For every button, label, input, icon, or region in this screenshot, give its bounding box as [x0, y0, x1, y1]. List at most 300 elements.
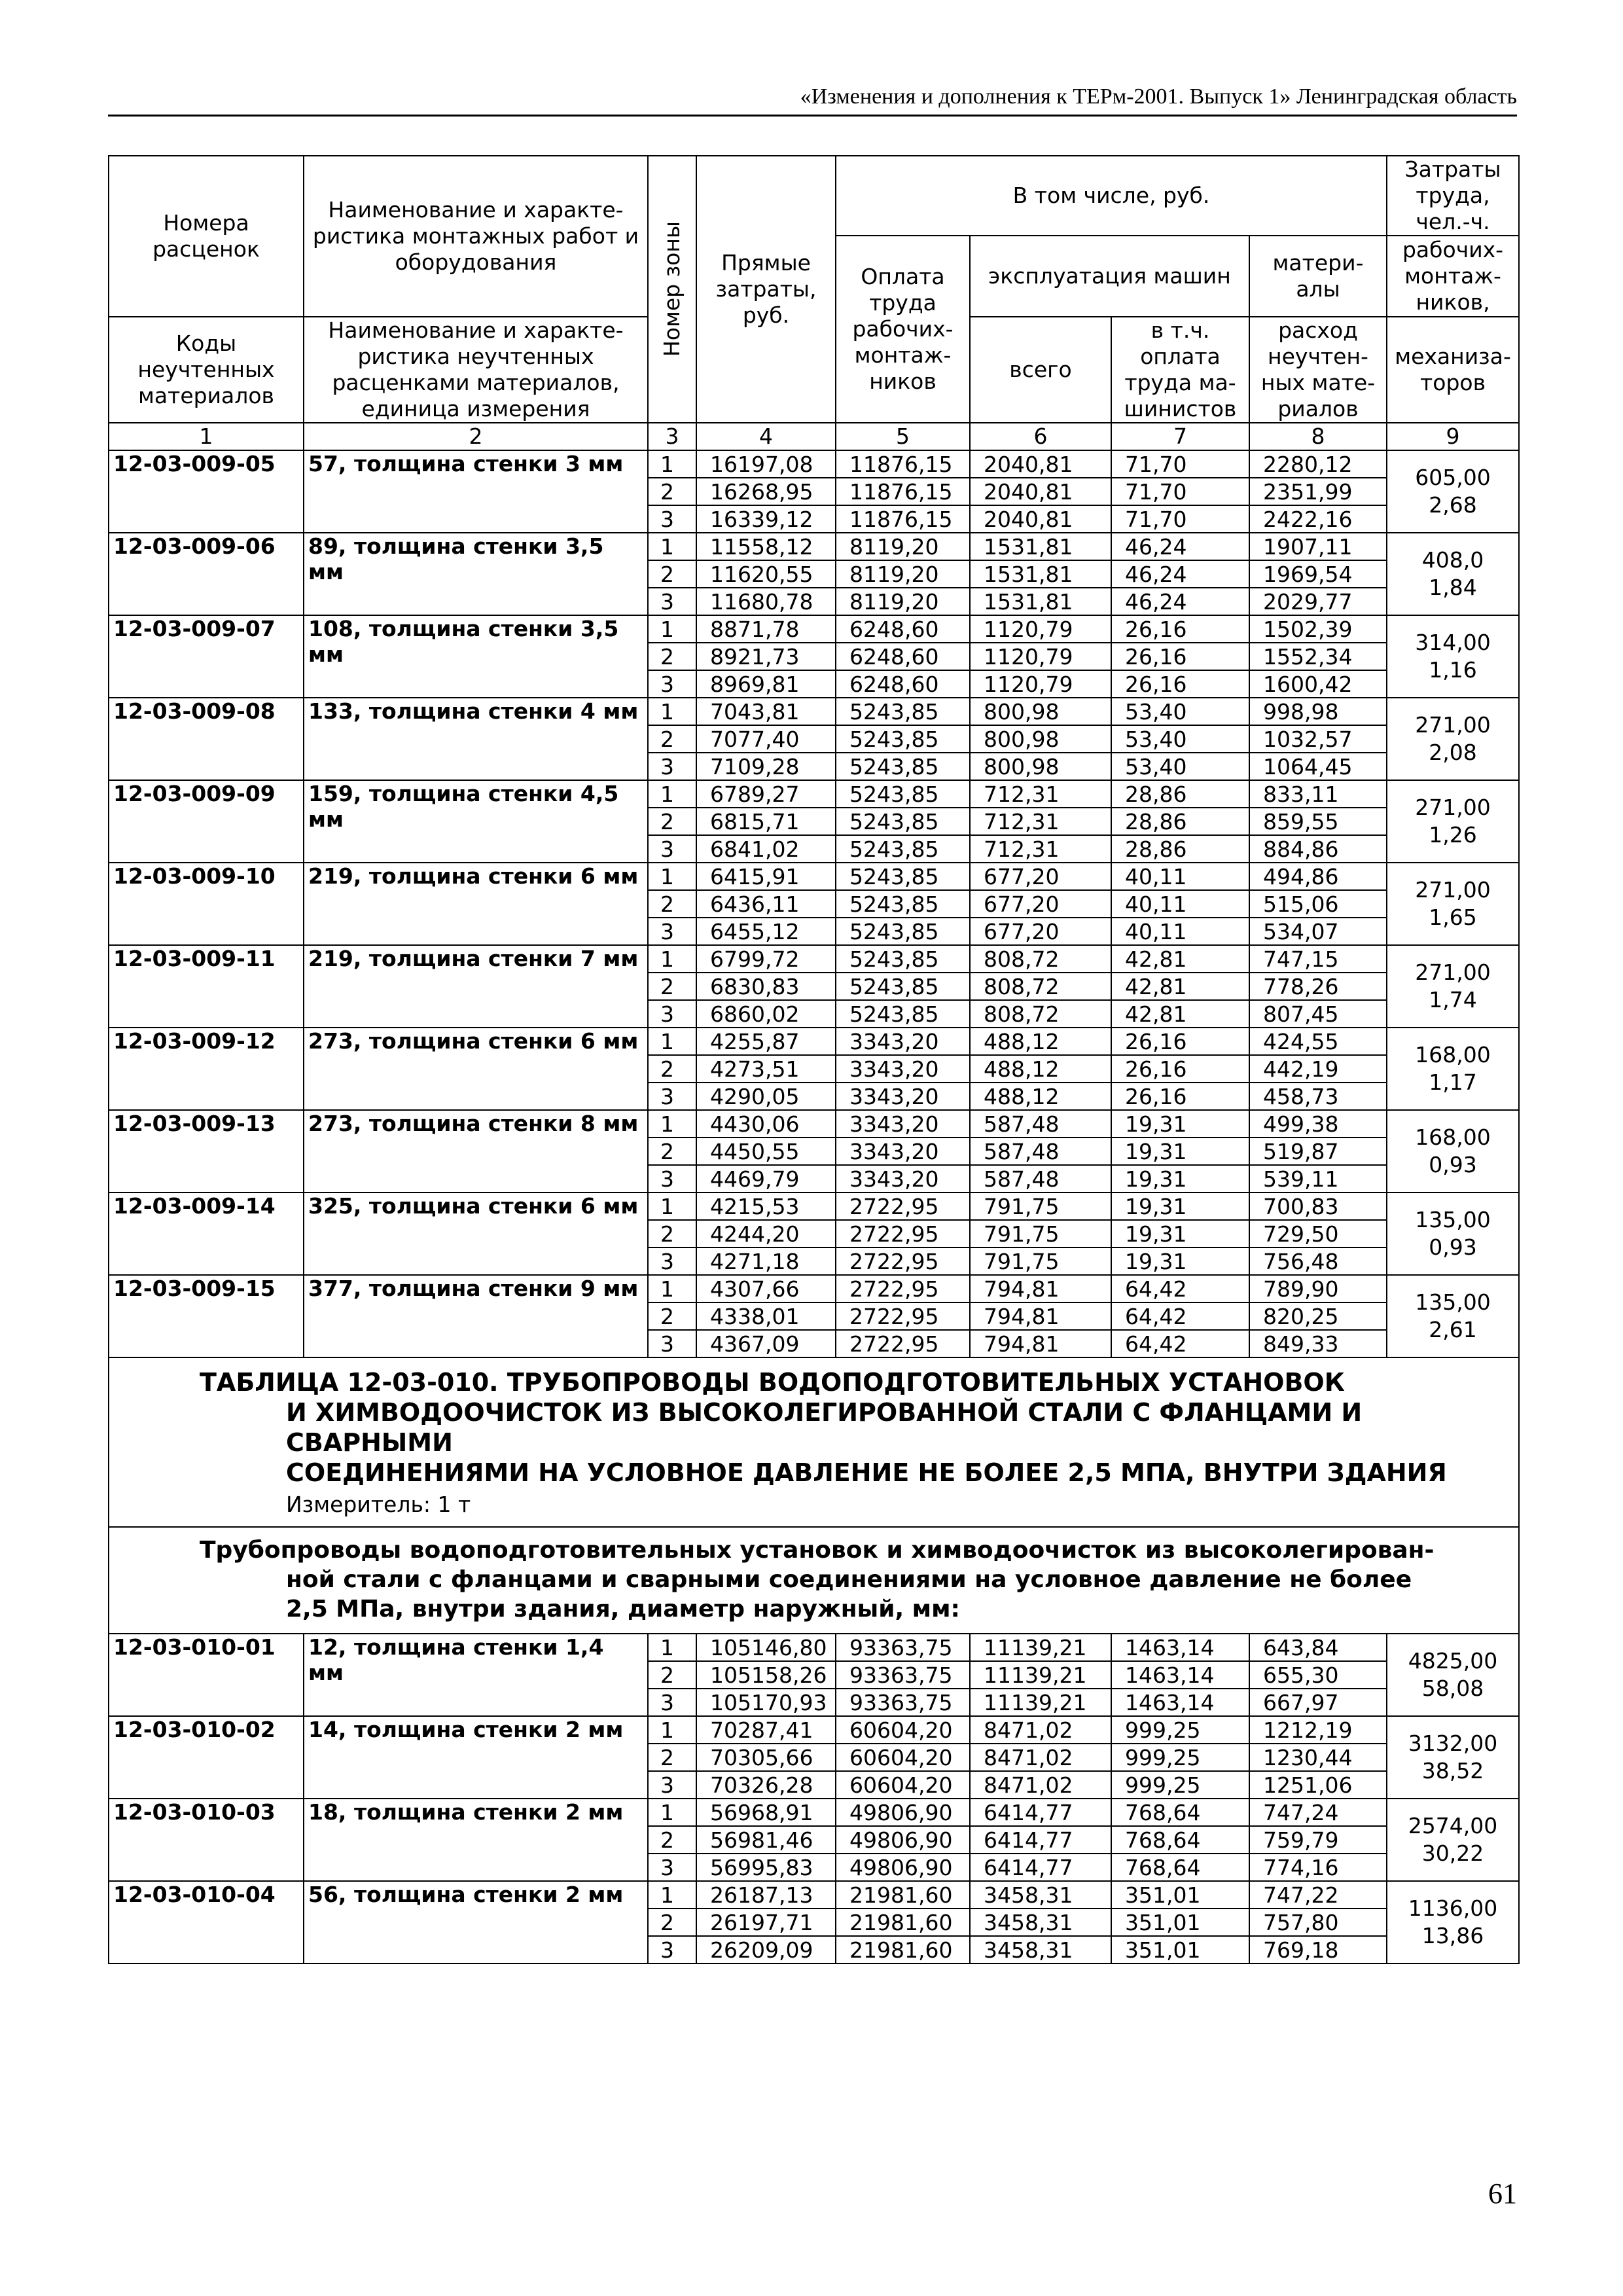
- materials-cost: 499,38: [1249, 1110, 1387, 1138]
- machinists-pay: 64,42: [1111, 1302, 1249, 1330]
- rate-code: 12-03-010-01: [109, 1634, 304, 1716]
- materials-cost: 494,86: [1249, 863, 1387, 890]
- materials-cost: 667,97: [1249, 1689, 1387, 1716]
- labor-mechanics: 1,17: [1429, 1069, 1477, 1095]
- direct-cost: 105146,80: [696, 1634, 836, 1661]
- labor-mechanics: 30,22: [1421, 1840, 1484, 1866]
- labor-pay: 3343,20: [836, 1083, 970, 1110]
- materials-cost: 1032,57: [1249, 725, 1387, 753]
- labor-cost: [1387, 1275, 1519, 1357]
- materials-cost: 1907,11: [1249, 533, 1387, 560]
- materials-cost: 515,06: [1249, 890, 1387, 918]
- rate-description: 325, толщина стенки 6 мм: [304, 1193, 648, 1275]
- machines-cost: 808,72: [970, 945, 1111, 973]
- machinists-pay: 999,25: [1111, 1716, 1249, 1744]
- materials-cost: 2422,16: [1249, 505, 1387, 533]
- zone-cell: 2: [648, 973, 696, 1000]
- direct-cost: 11620,55: [696, 560, 836, 588]
- direct-cost: 6455,12: [696, 918, 836, 945]
- labor-cost: [1387, 780, 1519, 863]
- machinists-pay: 46,24: [1111, 588, 1249, 615]
- machinists-pay: 19,31: [1111, 1193, 1249, 1220]
- machinists-pay: 71,70: [1111, 478, 1249, 505]
- labor-cost: [1387, 1881, 1519, 1964]
- rate-description: 133, толщина стенки 4 мм: [304, 698, 648, 780]
- zone-cell: 1: [648, 1110, 696, 1138]
- direct-cost: 70305,66: [696, 1744, 836, 1771]
- table-row: [109, 698, 1519, 725]
- materials-cost: 534,07: [1249, 918, 1387, 945]
- col-number: 9: [1387, 423, 1519, 450]
- machines-cost: 1531,81: [970, 588, 1111, 615]
- machinists-pay: 351,01: [1111, 1881, 1249, 1909]
- labor-cost: [1387, 1028, 1519, 1110]
- zone-cell: 3: [648, 1165, 696, 1193]
- materials-cost: 1064,45: [1249, 753, 1387, 780]
- zone-cell: 2: [648, 1302, 696, 1330]
- machines-cost: 800,98: [970, 725, 1111, 753]
- labor-pay: 3343,20: [836, 1165, 970, 1193]
- direct-cost: 4273,51: [696, 1055, 836, 1083]
- materials-cost: 747,22: [1249, 1881, 1387, 1909]
- zone-cell: 2: [648, 560, 696, 588]
- zone-cell: 3: [648, 1936, 696, 1964]
- table-row: [109, 1110, 1519, 1138]
- direct-cost: 11680,78: [696, 588, 836, 615]
- machinists-pay: 28,86: [1111, 835, 1249, 863]
- machinists-pay: 42,81: [1111, 945, 1249, 973]
- table-row: [109, 533, 1519, 560]
- labor-pay: 21981,60: [836, 1936, 970, 1964]
- materials-cost: 1251,06: [1249, 1771, 1387, 1799]
- col-number: 6: [970, 423, 1111, 450]
- col-number: 5: [836, 423, 970, 450]
- table-row: [109, 1881, 1519, 1909]
- labor-workers: 408,0: [1421, 547, 1484, 573]
- table-row: [109, 780, 1519, 808]
- zone-cell: 3: [648, 1247, 696, 1275]
- subsection-line: 2,5 МПа, внутри здания, диаметр наружный, мм:: [286, 1596, 960, 1623]
- labor-cost: [1387, 1799, 1519, 1881]
- machines-cost: 587,48: [970, 1110, 1111, 1138]
- materials-cost: 1552,34: [1249, 643, 1387, 670]
- direct-cost: 70326,28: [696, 1771, 836, 1799]
- table-row: [109, 945, 1519, 973]
- machines-cost: 488,12: [970, 1028, 1111, 1055]
- zone-cell: 2: [648, 1220, 696, 1247]
- zone-cell: 3: [648, 835, 696, 863]
- materials-cost: 759,79: [1249, 1826, 1387, 1854]
- labor-workers: 271,00: [1415, 877, 1491, 903]
- materials-cost: 774,16: [1249, 1854, 1387, 1881]
- labor-mechanics: 1,16: [1429, 657, 1477, 683]
- machinists-pay: 71,70: [1111, 450, 1249, 478]
- materials-cost: 820,25: [1249, 1302, 1387, 1330]
- zone-cell: 2: [648, 1909, 696, 1936]
- labor-cost: [1387, 533, 1519, 615]
- direct-cost: 7077,40: [696, 725, 836, 753]
- machines-cost: 8471,02: [970, 1771, 1111, 1799]
- materials-cost: 747,24: [1249, 1799, 1387, 1826]
- machinists-pay: 28,86: [1111, 808, 1249, 835]
- labor-mechanics: 1,74: [1429, 987, 1477, 1013]
- labor-pay: 6248,60: [836, 643, 970, 670]
- machinists-pay: 46,24: [1111, 560, 1249, 588]
- rate-code: 12-03-009-11: [109, 945, 304, 1028]
- labor-cost: [1387, 863, 1519, 945]
- machines-cost: 11139,21: [970, 1661, 1111, 1689]
- table-row: [109, 1193, 1519, 1220]
- labor-pay: 93363,75: [836, 1689, 970, 1716]
- labor-pay: 6248,60: [836, 670, 970, 698]
- rate-description: 57, толщина стенки 3 мм: [304, 450, 648, 533]
- labor-cost: [1387, 1634, 1519, 1716]
- machines-cost: 11139,21: [970, 1689, 1111, 1716]
- rate-description: 273, толщина стенки 8 мм: [304, 1110, 648, 1193]
- labor-mechanics: 2,68: [1429, 492, 1477, 518]
- machinists-pay: 53,40: [1111, 698, 1249, 725]
- direct-cost: 26197,71: [696, 1909, 836, 1936]
- th-mechanics: механиза-торов: [1387, 317, 1519, 423]
- labor-pay: 2722,95: [836, 1275, 970, 1302]
- labor-pay: 60604,20: [836, 1771, 970, 1799]
- direct-cost: 6841,02: [696, 835, 836, 863]
- materials-cost: 859,55: [1249, 808, 1387, 835]
- labor-pay: 2722,95: [836, 1220, 970, 1247]
- rate-description: 159, толщина стенки 4,5 мм: [304, 780, 648, 863]
- machinists-pay: 26,16: [1111, 1028, 1249, 1055]
- labor-pay: 5243,85: [836, 808, 970, 835]
- machinists-pay: 64,42: [1111, 1275, 1249, 1302]
- zone-cell: 3: [648, 1000, 696, 1028]
- materials-cost: 756,48: [1249, 1247, 1387, 1275]
- materials-cost: 1600,42: [1249, 670, 1387, 698]
- materials-cost: 884,86: [1249, 835, 1387, 863]
- machinists-pay: 26,16: [1111, 643, 1249, 670]
- table-body-010: [109, 1634, 1519, 1964]
- machinists-pay: 768,64: [1111, 1826, 1249, 1854]
- zone-cell: 1: [648, 615, 696, 643]
- labor-pay: 3343,20: [836, 1138, 970, 1165]
- zone-cell: 1: [648, 863, 696, 890]
- labor-pay: 2722,95: [836, 1247, 970, 1275]
- direct-cost: 7043,81: [696, 698, 836, 725]
- machines-cost: 8471,02: [970, 1716, 1111, 1744]
- subsection-title: [109, 1527, 1519, 1634]
- zone-cell: 2: [648, 890, 696, 918]
- machines-cost: 2040,81: [970, 478, 1111, 505]
- direct-cost: 6436,11: [696, 890, 836, 918]
- machines-cost: 587,48: [970, 1165, 1111, 1193]
- machines-cost: 794,81: [970, 1302, 1111, 1330]
- labor-pay: 5243,85: [836, 890, 970, 918]
- rate-description: 89, толщина стенки 3,5 мм: [304, 533, 648, 615]
- th-name: Наименование и характе-ристика монтажных работ и оборудования: [304, 156, 648, 317]
- materials-cost: 769,18: [1249, 1936, 1387, 1964]
- zone-cell: 1: [648, 533, 696, 560]
- rate-description: 377, толщина стенки 9 мм: [304, 1275, 648, 1357]
- machines-cost: 794,81: [970, 1330, 1111, 1357]
- materials-cost: 442,19: [1249, 1055, 1387, 1083]
- materials-cost: 458,73: [1249, 1083, 1387, 1110]
- direct-cost: 105158,26: [696, 1661, 836, 1689]
- th-workers: рабочих-монтаж-ников,: [1387, 236, 1519, 317]
- th-name2: Наименование и характе-ристика неучтенных расценками материалов, единица измерения: [304, 317, 648, 423]
- col-number: 7: [1111, 423, 1249, 450]
- labor-mechanics: 58,08: [1421, 1676, 1484, 1701]
- rate-code: 12-03-009-08: [109, 698, 304, 780]
- direct-cost: 16268,95: [696, 478, 836, 505]
- materials-cost: 424,55: [1249, 1028, 1387, 1055]
- zone-cell: 1: [648, 1193, 696, 1220]
- table-row: [109, 1275, 1519, 1302]
- materials-cost: 1230,44: [1249, 1744, 1387, 1771]
- materials-cost: 729,50: [1249, 1220, 1387, 1247]
- direct-cost: 4430,06: [696, 1110, 836, 1138]
- table-row: [109, 615, 1519, 643]
- zone-cell: 1: [648, 1799, 696, 1826]
- machinists-pay: 53,40: [1111, 725, 1249, 753]
- machinists-pay: 28,86: [1111, 780, 1249, 808]
- section-title-line: СОЕДИНЕНИЯМИ НА УСЛОВНОЕ ДАВЛЕНИЕ НЕ БОЛЕЕ 2,5 МПА, ВНУТРИ ЗДАНИЯ: [286, 1458, 1447, 1487]
- labor-workers: 605,00: [1415, 465, 1491, 490]
- machinists-pay: 42,81: [1111, 973, 1249, 1000]
- labor-mechanics: 1,84: [1429, 575, 1477, 600]
- labor-pay: 5243,85: [836, 918, 970, 945]
- col-number: 8: [1249, 423, 1387, 450]
- table-row: [109, 1799, 1519, 1826]
- th-materials: матери-алы: [1249, 236, 1387, 317]
- rate-description: 219, толщина стенки 6 мм: [304, 863, 648, 945]
- zone-cell: 1: [648, 1634, 696, 1661]
- price-table: [108, 155, 1520, 1964]
- materials-cost: 833,11: [1249, 780, 1387, 808]
- labor-pay: 2722,95: [836, 1302, 970, 1330]
- th-consumption: расход неучтен-ных мате-риалов: [1249, 317, 1387, 423]
- zone-cell: 3: [648, 1854, 696, 1881]
- direct-cost: 11558,12: [696, 533, 836, 560]
- materials-cost: 1969,54: [1249, 560, 1387, 588]
- labor-cost: [1387, 698, 1519, 780]
- th-incl: В том числе, руб.: [836, 156, 1387, 236]
- direct-cost: 6860,02: [696, 1000, 836, 1028]
- header-rule: [108, 115, 1517, 117]
- machinists-pay: 999,25: [1111, 1771, 1249, 1799]
- zone-cell: 1: [648, 450, 696, 478]
- machinists-pay: 19,31: [1111, 1110, 1249, 1138]
- machines-cost: 488,12: [970, 1083, 1111, 1110]
- machines-cost: 677,20: [970, 918, 1111, 945]
- labor-pay: 5243,85: [836, 780, 970, 808]
- labor-pay: 5243,85: [836, 835, 970, 863]
- materials-cost: 998,98: [1249, 698, 1387, 725]
- labor-mechanics: 2,61: [1429, 1317, 1477, 1342]
- zone-cell: 3: [648, 1330, 696, 1357]
- machines-cost: 791,75: [970, 1193, 1111, 1220]
- materials-cost: 2351,99: [1249, 478, 1387, 505]
- machines-cost: 2040,81: [970, 505, 1111, 533]
- section-title-line: И ХИМВОДООЧИСТОК ИЗ ВЫСОКОЛЕГИРОВАННОЙ СТАЛИ С ФЛАНЦАМИ И СВАРНЫМИ: [286, 1398, 1363, 1457]
- zone-cell: 3: [648, 918, 696, 945]
- rate-code: 12-03-010-03: [109, 1799, 304, 1881]
- zone-cell: 3: [648, 1771, 696, 1799]
- direct-cost: 16339,12: [696, 505, 836, 533]
- machines-cost: 712,31: [970, 780, 1111, 808]
- direct-cost: 56981,46: [696, 1826, 836, 1854]
- machines-cost: 1120,79: [970, 615, 1111, 643]
- labor-pay: 2722,95: [836, 1193, 970, 1220]
- th-all: всего: [970, 317, 1111, 423]
- zone-cell: 1: [648, 1028, 696, 1055]
- machines-cost: 791,75: [970, 1247, 1111, 1275]
- direct-cost: 7109,28: [696, 753, 836, 780]
- direct-cost: 4307,66: [696, 1275, 836, 1302]
- rate-code: 12-03-009-09: [109, 780, 304, 863]
- labor-mechanics: 13,86: [1421, 1923, 1484, 1948]
- zone-cell: 3: [648, 505, 696, 533]
- labor-pay: 8119,20: [836, 560, 970, 588]
- machinists-pay: 999,25: [1111, 1744, 1249, 1771]
- materials-cost: 655,30: [1249, 1661, 1387, 1689]
- machines-cost: 8471,02: [970, 1744, 1111, 1771]
- zone-cell: 2: [648, 1744, 696, 1771]
- labor-pay: 8119,20: [836, 588, 970, 615]
- zone-cell: 2: [648, 478, 696, 505]
- zone-cell: 3: [648, 1083, 696, 1110]
- labor-pay: 6248,60: [836, 615, 970, 643]
- direct-cost: 56995,83: [696, 1854, 836, 1881]
- labor-workers: 135,00: [1415, 1289, 1491, 1315]
- th-pay: Оплата труда рабочих-монтаж-ников: [836, 236, 970, 423]
- labor-pay: 5243,85: [836, 1000, 970, 1028]
- labor-workers: 1136,00: [1408, 1895, 1498, 1921]
- rate-description: 14, толщина стенки 2 мм: [304, 1716, 648, 1799]
- labor-pay: 3343,20: [836, 1055, 970, 1083]
- materials-cost: 757,80: [1249, 1909, 1387, 1936]
- zone-cell: 1: [648, 698, 696, 725]
- labor-mechanics: 0,93: [1429, 1234, 1477, 1260]
- machines-cost: 677,20: [970, 890, 1111, 918]
- labor-pay: 60604,20: [836, 1744, 970, 1771]
- subsection-line: Трубопроводы водоподготовительных установок и химводоочисток из высоколегирован-: [200, 1537, 1435, 1564]
- direct-cost: 6415,91: [696, 863, 836, 890]
- th-direct: Прямые затраты, руб.: [696, 156, 836, 423]
- zone-cell: 2: [648, 1661, 696, 1689]
- labor-pay: 11876,15: [836, 505, 970, 533]
- table-row: [109, 863, 1519, 890]
- machinists-pay: 1463,14: [1111, 1634, 1249, 1661]
- labor-pay: 8119,20: [836, 533, 970, 560]
- rate-code: 12-03-009-05: [109, 450, 304, 533]
- machinists-pay: 46,24: [1111, 533, 1249, 560]
- machinists-pay: 19,31: [1111, 1138, 1249, 1165]
- labor-pay: 21981,60: [836, 1909, 970, 1936]
- direct-cost: 105170,93: [696, 1689, 836, 1716]
- labor-mechanics: 1,26: [1429, 822, 1477, 848]
- zone-cell: 2: [648, 643, 696, 670]
- zone-cell: 3: [648, 1689, 696, 1716]
- labor-pay: 5243,85: [836, 945, 970, 973]
- zone-cell: 2: [648, 1138, 696, 1165]
- direct-cost: 4469,79: [696, 1165, 836, 1193]
- labor-pay: 5243,85: [836, 753, 970, 780]
- rate-code: 12-03-009-14: [109, 1193, 304, 1275]
- direct-cost: 8969,81: [696, 670, 836, 698]
- th-machinists: в т.ч. оплата труда ма-шинистов: [1111, 317, 1249, 423]
- labor-pay: 49806,90: [836, 1854, 970, 1881]
- rate-code: 12-03-009-06: [109, 533, 304, 615]
- section-title-line: ТАБЛИЦА 12-03-010. ТРУБОПРОВОДЫ ВОДОПОДГОТОВИТЕЛЬНЫХ УСТАНОВОК: [200, 1368, 1345, 1397]
- direct-cost: 6815,71: [696, 808, 836, 835]
- labor-cost: [1387, 615, 1519, 698]
- section-title: [109, 1357, 1519, 1527]
- labor-cost: [1387, 1716, 1519, 1799]
- th-codes2: Коды неучтенных материалов: [109, 317, 304, 423]
- machines-cost: 6414,77: [970, 1826, 1111, 1854]
- machines-cost: 1531,81: [970, 533, 1111, 560]
- direct-cost: 6799,72: [696, 945, 836, 973]
- materials-cost: 778,26: [1249, 973, 1387, 1000]
- zone-cell: 2: [648, 1826, 696, 1854]
- labor-workers: 3132,00: [1408, 1731, 1498, 1756]
- machines-cost: 712,31: [970, 835, 1111, 863]
- materials-cost: 1212,19: [1249, 1716, 1387, 1744]
- labor-pay: 3343,20: [836, 1028, 970, 1055]
- direct-cost: 26187,13: [696, 1881, 836, 1909]
- table-row: [109, 450, 1519, 478]
- rate-code: 12-03-010-04: [109, 1881, 304, 1964]
- materials-cost: 643,84: [1249, 1634, 1387, 1661]
- materials-cost: 807,45: [1249, 1000, 1387, 1028]
- labor-pay: 60604,20: [836, 1716, 970, 1744]
- machines-cost: 712,31: [970, 808, 1111, 835]
- machinists-pay: 26,16: [1111, 1083, 1249, 1110]
- labor-pay: 49806,90: [836, 1799, 970, 1826]
- zone-cell: 1: [648, 1881, 696, 1909]
- labor-cost: [1387, 1193, 1519, 1275]
- machinists-pay: 19,31: [1111, 1165, 1249, 1193]
- labor-workers: 168,00: [1415, 1124, 1491, 1150]
- rate-description: 56, толщина стенки 2 мм: [304, 1881, 648, 1964]
- labor-cost: [1387, 1110, 1519, 1193]
- labor-workers: 271,00: [1415, 712, 1491, 738]
- materials-cost: 2280,12: [1249, 450, 1387, 478]
- rate-description: 273, толщина стенки 6 мм: [304, 1028, 648, 1110]
- machinists-pay: 768,64: [1111, 1854, 1249, 1881]
- machinists-pay: 768,64: [1111, 1799, 1249, 1826]
- machinists-pay: 40,11: [1111, 918, 1249, 945]
- direct-cost: 4215,53: [696, 1193, 836, 1220]
- materials-cost: 1502,39: [1249, 615, 1387, 643]
- machinists-pay: 26,16: [1111, 1055, 1249, 1083]
- machinists-pay: 64,42: [1111, 1330, 1249, 1357]
- rate-code: 12-03-009-12: [109, 1028, 304, 1110]
- materials-cost: 849,33: [1249, 1330, 1387, 1357]
- col-number: 2: [304, 423, 648, 450]
- materials-cost: 519,87: [1249, 1138, 1387, 1165]
- direct-cost: 70287,41: [696, 1716, 836, 1744]
- machines-cost: 6414,77: [970, 1799, 1111, 1826]
- subsection-line: ной стали с фланцами и сварными соединениями на условное давление не более: [286, 1566, 1412, 1593]
- machines-cost: 677,20: [970, 863, 1111, 890]
- table-row: [109, 1634, 1519, 1661]
- zone-cell: 3: [648, 670, 696, 698]
- direct-cost: 6830,83: [696, 973, 836, 1000]
- labor-pay: 2722,95: [836, 1330, 970, 1357]
- direct-cost: 4271,18: [696, 1247, 836, 1275]
- machinists-pay: 351,01: [1111, 1909, 1249, 1936]
- machines-cost: 488,12: [970, 1055, 1111, 1083]
